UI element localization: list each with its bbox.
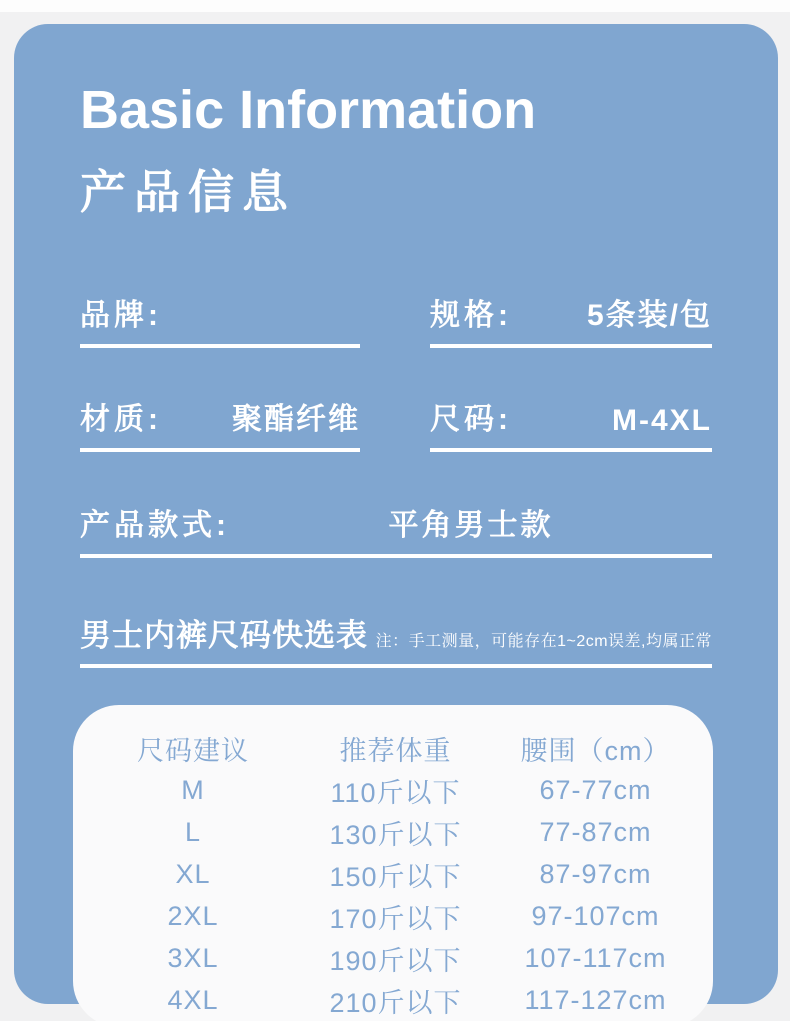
col-header-waist: 腰围（cm） xyxy=(520,735,671,766)
cell-waist: 87-97cm xyxy=(539,858,652,889)
cell-waist: 67-77cm xyxy=(539,774,652,805)
cell-size: 2XL xyxy=(167,900,219,931)
size-chart-section-header xyxy=(80,610,712,668)
cell-waist: 77-87cm xyxy=(539,816,652,847)
cell-size: L xyxy=(184,816,202,847)
cell-weight: 170斤以下 xyxy=(329,903,462,934)
field-material-label: 材质: xyxy=(80,403,162,437)
field-spec xyxy=(430,290,712,348)
cell-waist: 117-127cm xyxy=(524,984,667,1015)
table-row xyxy=(73,811,713,853)
field-material-value: 聚酯纤维 xyxy=(232,403,360,437)
cell-waist: 107-117cm xyxy=(524,942,667,973)
cell-size: M xyxy=(181,774,205,805)
field-size-label: 尺码: xyxy=(430,403,512,437)
field-style-label: 产品款式: xyxy=(80,509,230,543)
size-table-card xyxy=(73,705,713,1021)
table-row xyxy=(73,895,713,937)
field-style xyxy=(80,500,712,558)
size-chart-note: 注：手工测量，可能存在1~2cm误差,均属正常 xyxy=(375,633,712,651)
cell-size: 3XL xyxy=(167,942,219,973)
field-style-value: 平角男士款 xyxy=(388,509,554,543)
table-row xyxy=(73,979,713,1021)
col-header-size: 尺码建议 xyxy=(137,735,249,766)
cell-size: XL xyxy=(175,858,211,889)
page-title-en: Basic Information xyxy=(80,80,537,140)
field-brand xyxy=(80,290,360,348)
cell-weight: 190斤以下 xyxy=(329,945,462,976)
cell-weight: 150斤以下 xyxy=(329,861,462,892)
cell-size: 4XL xyxy=(167,984,219,1015)
field-spec-label: 规格: xyxy=(430,299,512,333)
table-row xyxy=(73,853,713,895)
size-table-header-row xyxy=(73,727,713,769)
top-strip xyxy=(0,0,790,12)
cell-waist: 97-107cm xyxy=(531,900,660,931)
cell-weight: 210斤以下 xyxy=(329,987,462,1018)
cell-weight: 110斤以下 xyxy=(330,777,461,808)
field-size xyxy=(430,394,712,452)
product-fields xyxy=(80,290,712,452)
table-row xyxy=(73,937,713,979)
field-size-value: M-4XL xyxy=(612,404,712,438)
field-material xyxy=(80,394,360,452)
table-row xyxy=(73,769,713,811)
col-header-weight: 推荐体重 xyxy=(339,735,452,766)
field-spec-value: 5条装/包 xyxy=(586,299,712,333)
size-chart-title: 男士内裤尺码快选表 xyxy=(80,618,368,654)
product-info-card xyxy=(14,24,778,1018)
cell-weight: 130斤以下 xyxy=(329,819,462,850)
field-brand-label: 品牌: xyxy=(80,299,162,333)
page-title-zh: 产品信息 xyxy=(80,166,296,219)
